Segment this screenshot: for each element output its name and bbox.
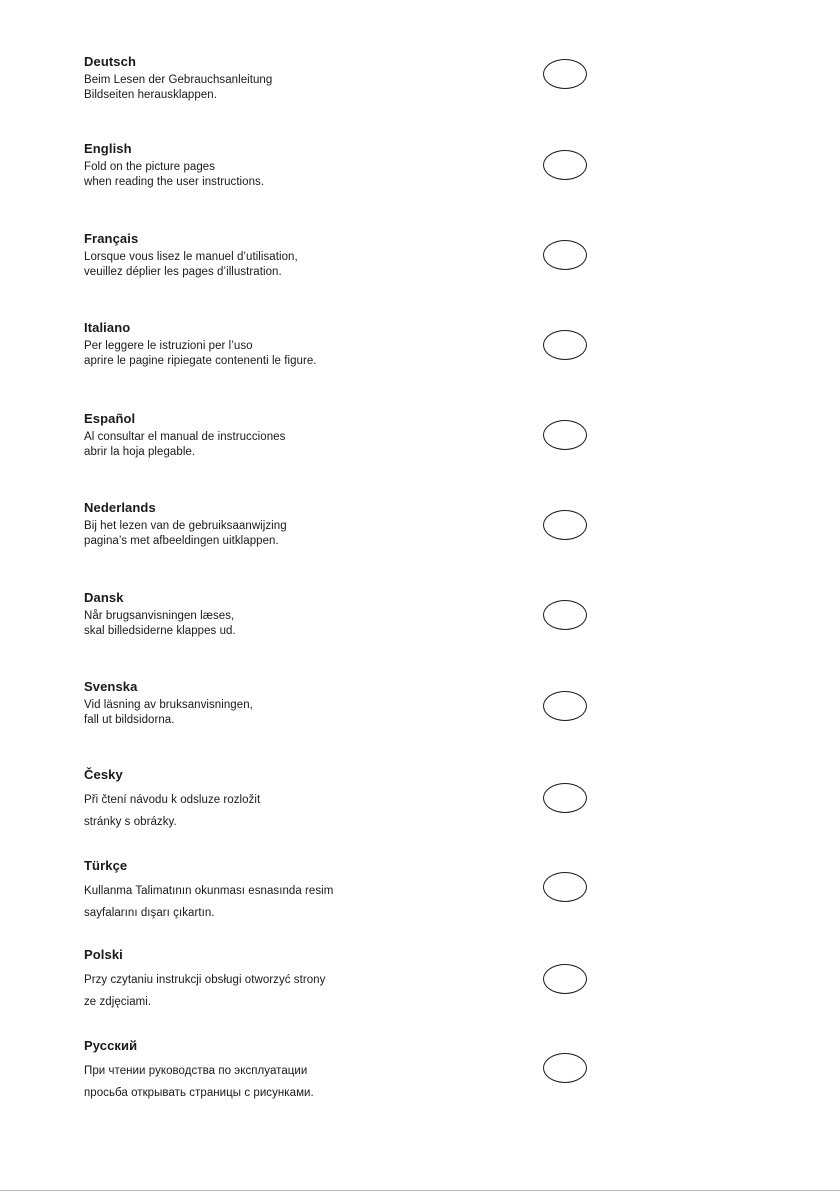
- instruction-line: Fold on the picture pages: [84, 161, 216, 173]
- instruction-line: Beim Lesen der Gebrauchsanleitung: [84, 74, 273, 86]
- language-title: Español: [84, 411, 136, 426]
- circle-marker: [543, 1053, 587, 1083]
- instruction-line: skal billedsiderne klappes ud.: [84, 625, 236, 637]
- section-dansk: [84, 590, 684, 670]
- instruction-line: Przy czytaniu instrukcji obsługi otworzyć strony: [84, 974, 326, 986]
- instruction-line: просьба открывать страницы с рисунками.: [84, 1087, 314, 1099]
- circle-marker: [543, 872, 587, 902]
- language-title: Italiano: [84, 320, 131, 335]
- instruction-line: Bildseiten herausklappen.: [84, 89, 217, 101]
- instruction-line: Al consultar el manual de instrucciones: [84, 431, 286, 443]
- language-title: Deutsch: [84, 54, 136, 69]
- instruction-line: aprire le pagine ripiegate contenenti le figure.: [84, 355, 317, 367]
- circle-marker: [543, 420, 587, 450]
- instruction-line: ze zdjęciami.: [84, 996, 152, 1008]
- section-russkiy: [84, 1038, 684, 1118]
- instruction-line: fall ut bildsidorna.: [84, 714, 175, 726]
- section-espanol: [84, 411, 684, 491]
- section-english: [84, 141, 684, 221]
- instruction-line: abrir la hoja plegable.: [84, 446, 196, 458]
- instruction-line: stránky s obrázky.: [84, 816, 177, 828]
- instruction-line: Per leggere le istruzioni per l’uso: [84, 340, 253, 352]
- language-title: English: [84, 141, 132, 156]
- circle-marker: [543, 150, 587, 180]
- section-polski: [84, 947, 684, 1027]
- language-title: Türkçe: [84, 858, 128, 873]
- circle-marker: [543, 59, 587, 89]
- instruction-line: sayfalarını dışarı çıkartın.: [84, 907, 215, 919]
- section-svenska: [84, 679, 684, 759]
- instruction-line: Vid läsning av bruksanvisningen,: [84, 699, 253, 711]
- instruction-line: veuillez déplier les pages d’illustration.: [84, 266, 282, 278]
- circle-marker: [543, 240, 587, 270]
- circle-marker: [543, 510, 587, 540]
- instruction-line: Når brugsanvisningen læses,: [84, 610, 235, 622]
- section-cesky: [84, 767, 684, 847]
- instruction-line: pagina’s met afbeeldingen uitklappen.: [84, 535, 279, 547]
- bottom-rule: [0, 1190, 840, 1191]
- circle-marker: [543, 691, 587, 721]
- instruction-line: При чтении руководства по эксплуатации: [84, 1065, 308, 1077]
- circle-marker: [543, 964, 587, 994]
- language-title: Česky: [84, 767, 123, 782]
- section-francais: [84, 231, 684, 311]
- section-italiano: [84, 320, 684, 400]
- language-title: Svenska: [84, 679, 138, 694]
- language-title: Dansk: [84, 590, 124, 605]
- circle-marker: [543, 783, 587, 813]
- section-turkce: [84, 858, 684, 938]
- language-title: Русский: [84, 1038, 138, 1053]
- instruction-line: when reading the user instructions.: [84, 176, 265, 188]
- language-title: Nederlands: [84, 500, 156, 515]
- instruction-line: Při čtení návodu k odsluze rozložit: [84, 794, 261, 806]
- section-deutsch: [84, 54, 684, 134]
- language-title: Polski: [84, 947, 123, 962]
- circle-marker: [543, 330, 587, 360]
- instruction-line: Lorsque vous lisez le manuel d’utilisation,: [84, 251, 298, 263]
- instruction-line: Kullanma Talimatının okunması esnasında resim: [84, 885, 334, 897]
- section-nederlands: [84, 500, 684, 580]
- instruction-line: Bij het lezen van de gebruiksaanwijzing: [84, 520, 287, 532]
- language-title: Français: [84, 231, 139, 246]
- circle-marker: [543, 600, 587, 630]
